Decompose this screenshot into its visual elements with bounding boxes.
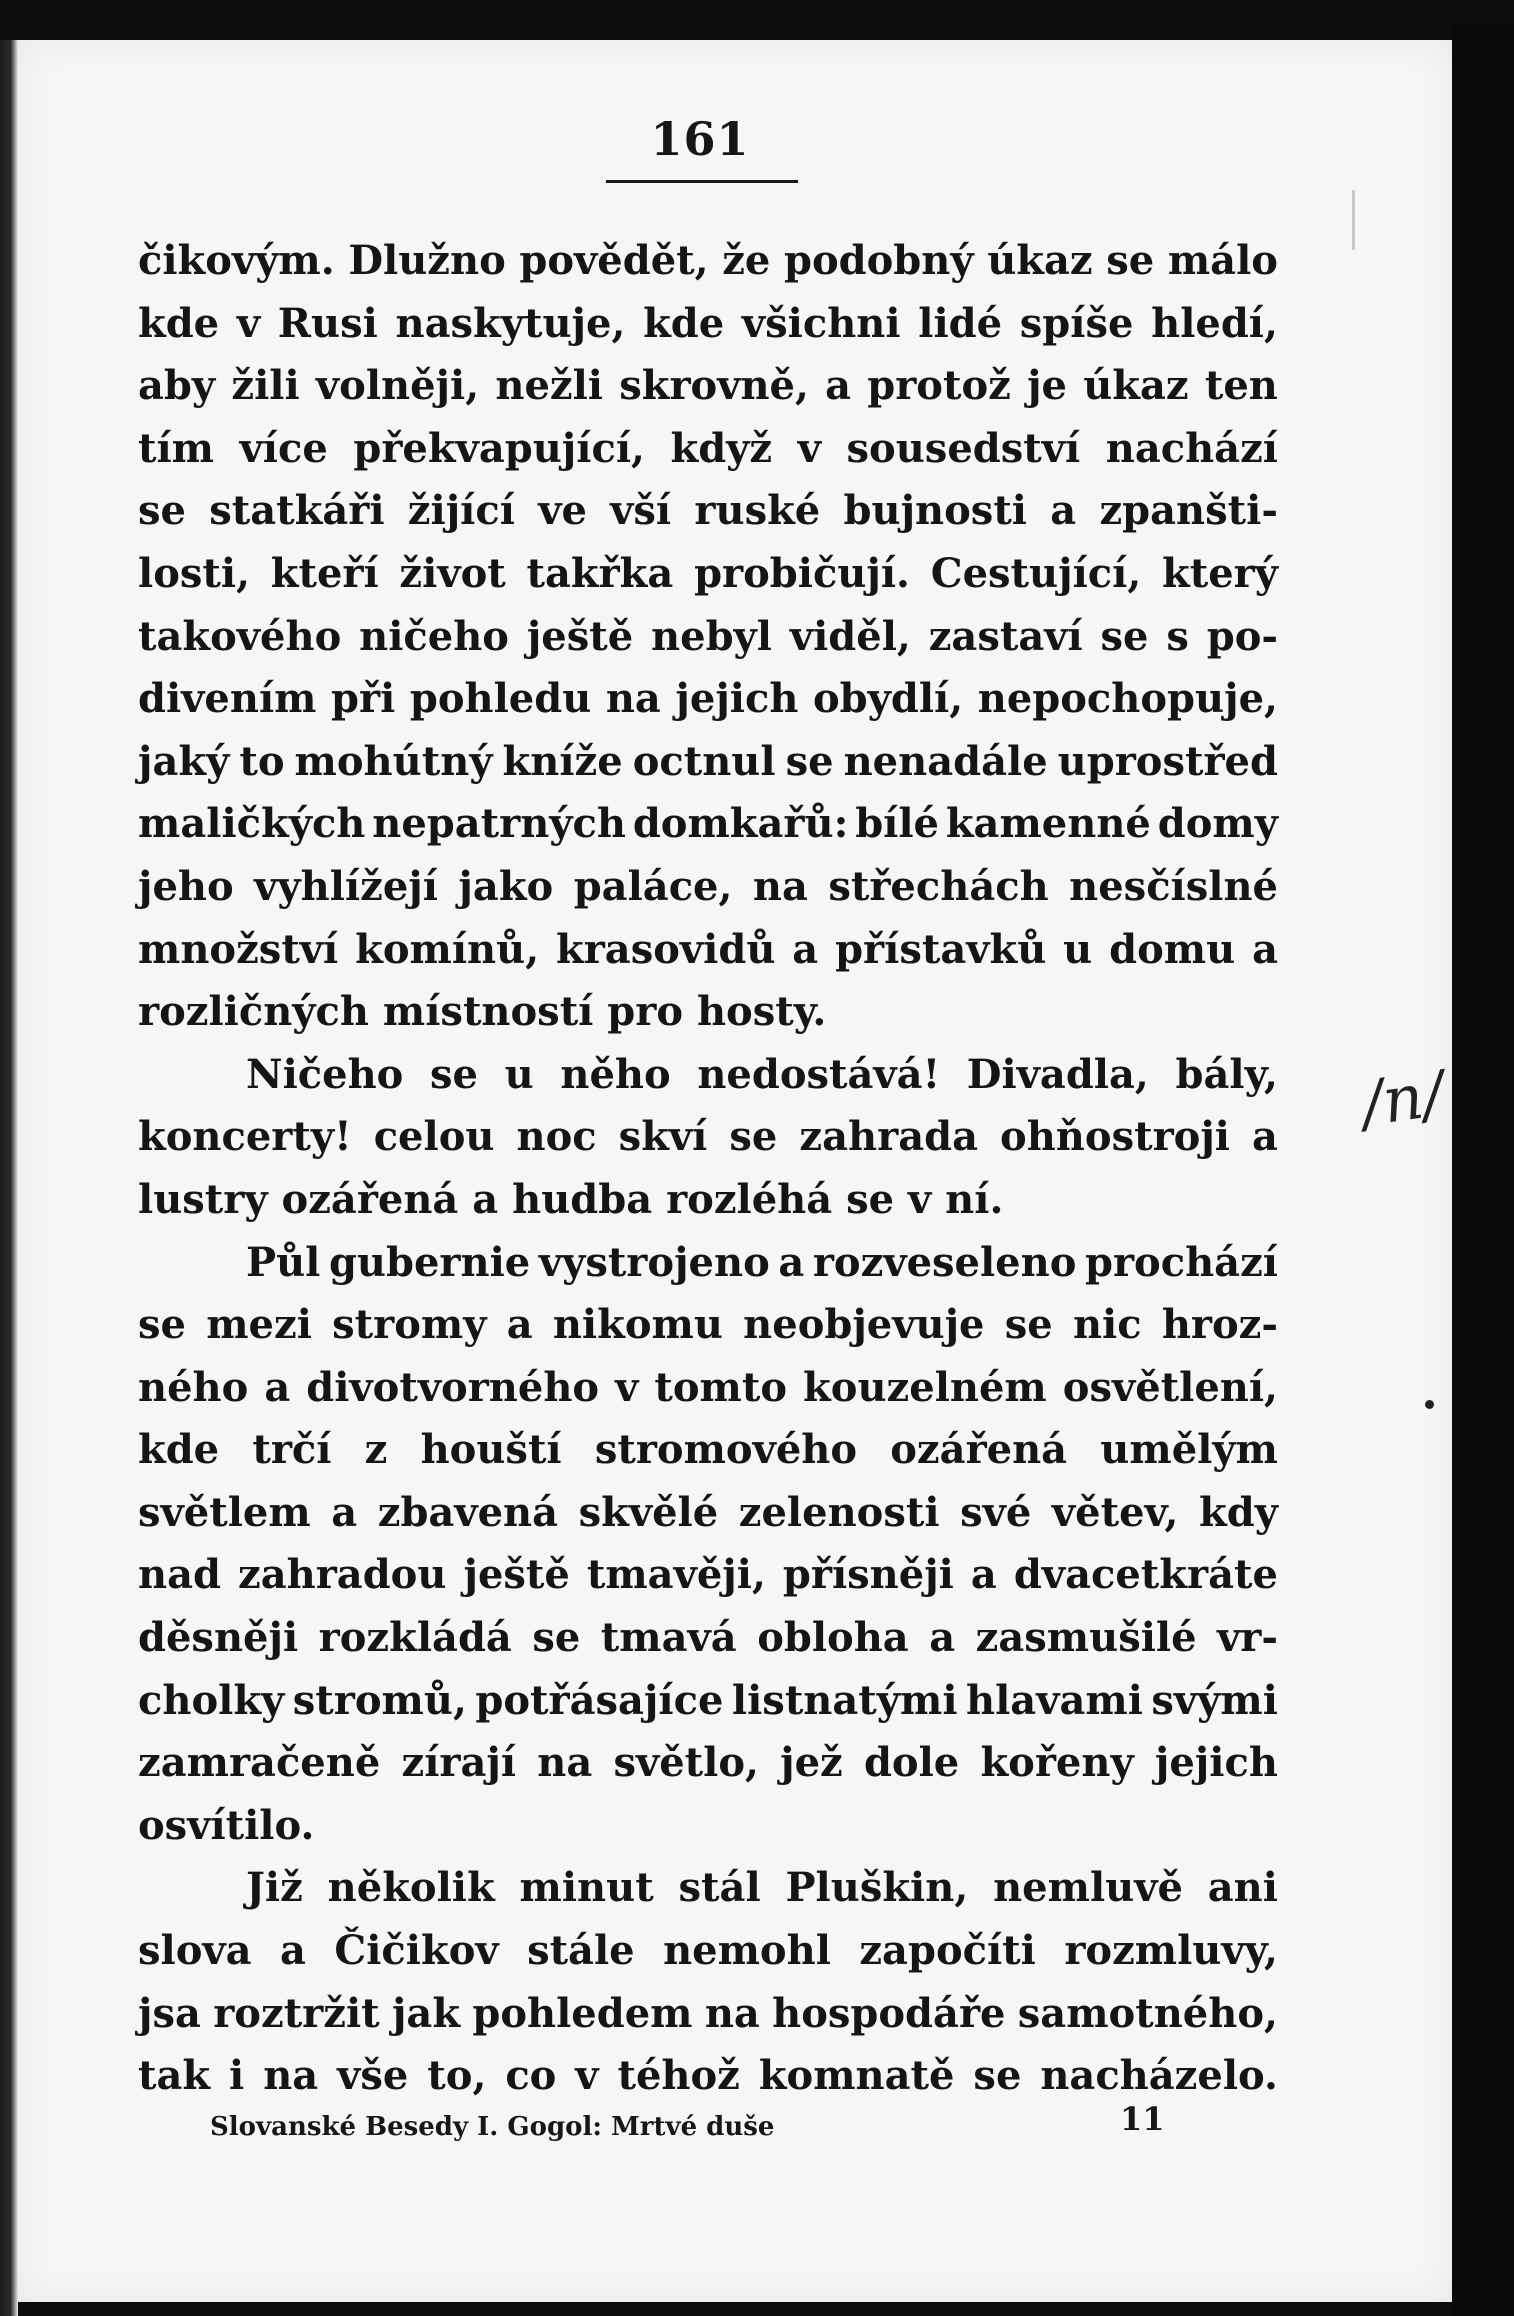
text-line: jeho vyhlížejí jako paláce, na střechách nesčíslné bbox=[138, 862, 1278, 910]
scan-background bbox=[1452, 22, 1514, 2316]
paragraph-start-line: Půl gubernie vystrojeno a rozveseleno prochází bbox=[246, 1238, 1278, 1286]
page-number: 161 bbox=[650, 112, 750, 166]
book-spine-edge bbox=[0, 40, 18, 2316]
text-line: nad zahradou ještě tmavěji, přísněji a dvacetkráte bbox=[138, 1551, 1278, 1599]
text-line: kde v Rusi naskytuje, kde všichni lidé spíše hledí, bbox=[138, 299, 1278, 347]
text-line: jsa roztržit jak pohledem na hospodáře samotného, bbox=[138, 1989, 1278, 2037]
text-line: cholky stromů, potřásajíce listnatými hlavami svými bbox=[138, 1676, 1278, 1724]
text-line: děsněji rozkládá se tmavá obloha a zasmušilé vr- bbox=[138, 1614, 1278, 1662]
paragraph-start-line: Již několik minut stál Pluškin, nemluvě ani bbox=[246, 1864, 1278, 1912]
signature-mark: 11 bbox=[1120, 2100, 1165, 2138]
scan-artifact bbox=[1425, 1400, 1434, 1409]
text-line: kde trčí z houští stromového ozářená umělým bbox=[138, 1426, 1278, 1474]
text-line: koncerty! celou noc skví se zahrada ohňostroji a bbox=[138, 1113, 1278, 1161]
handwritten-margin-mark: /n/ bbox=[1357, 1056, 1449, 1141]
text-line: tím více překvapující, když v sousedství nachází bbox=[138, 424, 1278, 472]
text-line: se statkáři žijící ve vší ruské bujnosti a zpanšti- bbox=[138, 487, 1278, 535]
text-line: se mezi stromy a nikomu neobjevuje se nic hroz- bbox=[138, 1301, 1278, 1349]
text-line: slova a Čičikov stále nemohl započíti rozmluvy, bbox=[138, 1927, 1278, 1975]
text-line: lustry ozářená a hudba rozléhá se v ní. bbox=[138, 1175, 1004, 1223]
text-line: jaký to mohútný kníže octnul se nenadále uprostřed bbox=[138, 737, 1278, 785]
scan-artifact bbox=[1352, 190, 1355, 250]
paragraph-start-line: Ničeho se u něho nedostává! Divadla, bály, bbox=[246, 1050, 1278, 1098]
text-line: ného a divotvorného v tomto kouzelném osvětlení, bbox=[138, 1363, 1278, 1411]
text-line: světlem a zbavená skvělé zelenosti své větev, kdy bbox=[138, 1488, 1278, 1536]
text-line: divením při pohledu na jejich obydlí, nepochopuje, bbox=[138, 675, 1278, 723]
body-text bbox=[138, 230, 1278, 2108]
page-number-rule bbox=[606, 180, 798, 183]
text-line: osvítilo. bbox=[138, 1801, 315, 1849]
text-line: množství komínů, krasovidů a přístavků u domu a bbox=[138, 925, 1278, 973]
text-line: aby žili volněji, nežli skrovně, a protož je úkaz ten bbox=[138, 362, 1278, 410]
text-line: čikovým. Dlužno povědět, že podobný úkaz se málo bbox=[138, 237, 1278, 284]
text-line: zamračeně zírají na světlo, jež dole kořeny jejich bbox=[138, 1739, 1278, 1787]
text-line: rozličných místností pro hosty. bbox=[138, 988, 827, 1036]
text-line: takového ničeho ještě nebyl viděl, zastaví se s po- bbox=[138, 612, 1278, 660]
text-line: maličkých nepatrných domkařů: bílé kamenné domy bbox=[138, 800, 1278, 848]
text-line: losti, kteří život takřka probičují. Cestující, který bbox=[138, 549, 1278, 597]
footer-imprint: Slovanské Besedy I. Gogol: Mrtvé duše bbox=[210, 2112, 775, 2142]
text-line: tak i na vše to, co v téhož komnatě se nacházelo. bbox=[138, 2052, 1278, 2100]
